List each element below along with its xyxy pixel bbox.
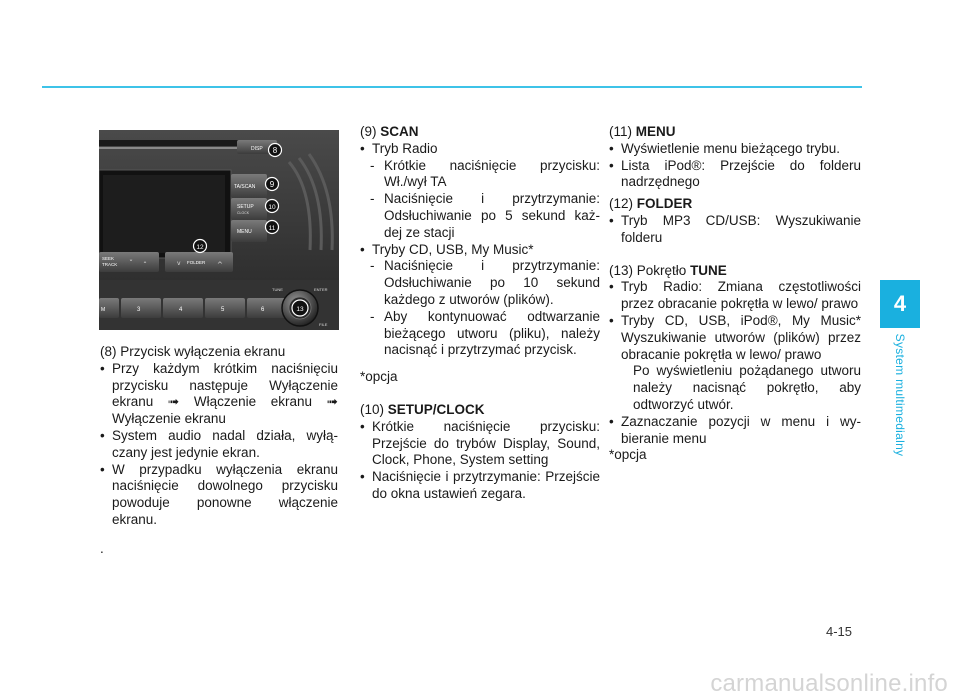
trailing-dot: . — [100, 540, 104, 556]
page-number: 4-15 — [826, 624, 853, 639]
section-10-label: SETUP/CLOCK — [387, 401, 485, 417]
seek-up-icon: ˆ — [143, 261, 147, 270]
chapter-title-text: System multimedialny — [893, 333, 907, 457]
section-10-bullet-2: • Naciśnięcie i przytrzymanie: Przejście do okna ustawień zegara. — [360, 469, 600, 503]
menu-button-label: MENU — [237, 229, 252, 235]
section-9-bullet-1: • Tryb Radio — [360, 141, 600, 158]
folder-up-icon: ^ — [217, 261, 223, 269]
section-11-bullet-1: • Wyświetlenie menu bieżącego trybu. — [609, 141, 861, 158]
ta-scan-button-label: TA/SCAN — [234, 184, 256, 190]
setup-button-label-1: SETUP — [237, 204, 254, 210]
callout-8-label: 8 — [272, 146, 278, 155]
section-9-dash-4: - Aby kontynuować odtwarzanie bieżącego utworu (pliku), należy nacisnąć i przytrzymać przycisk. — [360, 309, 600, 359]
section-9-bullet-2: • Tryby CD, USB, My Music* — [360, 242, 600, 259]
section-8-heading: (8) Przycisk wyłączenia ekranu — [100, 344, 286, 359]
callout-13-label: 13 — [296, 306, 304, 313]
preset-left-label: M — [101, 307, 106, 313]
disp-button-label: DISP — [251, 146, 263, 152]
section-9-dash-1: - Krótkie naciśnięcie przycisku: Wł./wył TA — [360, 158, 600, 192]
top-rule — [42, 86, 862, 88]
section-9-number: (9) — [360, 124, 377, 139]
section-10-number: (10) — [360, 401, 385, 417]
enter-label: ENTER — [314, 287, 328, 292]
section-9-dash-3: - Naciśnięcie i przytrzymanie: Odsłuchiwanie po 10 sekund każdego z utworów (plików). — [360, 258, 600, 308]
column-1 — [100, 344, 338, 558]
chapter-number-tab: 4 — [880, 280, 920, 328]
preset-3-label: 3 — [137, 307, 141, 313]
callout-12-label: 12 — [196, 244, 204, 251]
section-8-bullet-1: • Przy każdym krótkim naciśnięciu przycisku następuje Wyłączenie ekranu ➟ Włączenie ekranu ➟ Wyłączenie ekranu — [100, 361, 338, 428]
seek-button-label-2: TRACK — [102, 262, 118, 267]
section-9-dash-2: - Naciśnięcie i przytrzymanie: Odsłuchiwanie po 5 sekund każ- dej ze stacji — [360, 191, 600, 241]
section-8-bullet-3: • W przypadku wyłączenia ekranu naciśnięcie dowolnego przycisku powoduje ponowne włączenie ekranu. — [100, 462, 338, 529]
section-13-label: TUNE — [690, 262, 727, 278]
file-label: FILE — [319, 322, 328, 327]
section-13-bullet-3: • Zaznaczanie pozycji w menu i wy- bieranie menu — [609, 414, 861, 448]
setup-button-label-2: CLOCK — [237, 211, 250, 215]
section-12-number: (12) — [609, 196, 634, 212]
section-10-bullet-1: • Krótkie naciśnięcie przycisku: Przejście do trybów Display, Sound, Clock, Phone, System setting — [360, 419, 600, 469]
folder-button-label: FOLDER — [187, 260, 206, 265]
section-13-heading — [609, 263, 861, 280]
section-12-bullet-1: • Tryb MP3 CD/USB: Wyszukiwanie folderu — [609, 213, 861, 247]
seek-down-icon: ˇ — [129, 259, 133, 268]
section-13-bullet-1: • Tryb Radio: Zmiana częstotliwości przez obracanie pokrętła w lewo/ prawo — [609, 279, 861, 313]
section-13-bullet-2: • Tryby CD, USB, iPod®, My Music* Wyszukiwanie utworów (plików) przez obracanie pokrętła w lewo/ prawo — [609, 313, 861, 363]
column-2 — [360, 124, 600, 503]
preset-6-label: 6 — [261, 307, 265, 313]
section-9-note: *opcja — [360, 369, 398, 385]
callout-9-label: 9 — [269, 180, 275, 189]
section-13-note: *opcja — [609, 447, 647, 463]
section-9-heading — [360, 124, 600, 141]
section-13-paragraph: Po wyświetleniu pożądanego utworu należy nacisnąć pokrętło, aby odtworzyć utwór. — [633, 363, 861, 412]
section-8-bullet-2: • System audio nadal działa, wyłą- czany jest jedynie ekran. — [100, 428, 338, 462]
column-3 — [609, 124, 861, 464]
section-11-heading — [609, 124, 861, 141]
section-13-number: (13) Pokrętło — [609, 262, 687, 278]
folder-down-icon: v — [177, 260, 181, 267]
preset-5-label: 5 — [221, 307, 225, 313]
section-12-label: FOLDER — [636, 196, 693, 212]
section-11-bullet-2: • Lista iPod®: Przejście do folderu nadrzędnego — [609, 158, 861, 192]
section-12-heading — [609, 196, 861, 213]
section-11-label: MENU — [635, 124, 676, 139]
preset-4-label: 4 — [179, 307, 183, 313]
section-10-heading — [360, 402, 600, 419]
radio-panel-illustration — [99, 130, 339, 330]
section-11-number: (11) — [609, 124, 633, 139]
chapter-title — [877, 310, 923, 480]
watermark: carmanualsonline.info — [710, 670, 948, 697]
radio-panel-figure — [99, 130, 339, 330]
callout-11-label: 11 — [268, 225, 276, 232]
seek-button-label-1: SEEK — [102, 256, 115, 261]
tune-label: TUNE — [272, 287, 283, 292]
callout-10-label: 10 — [268, 204, 276, 211]
section-9-label: SCAN — [380, 124, 419, 139]
